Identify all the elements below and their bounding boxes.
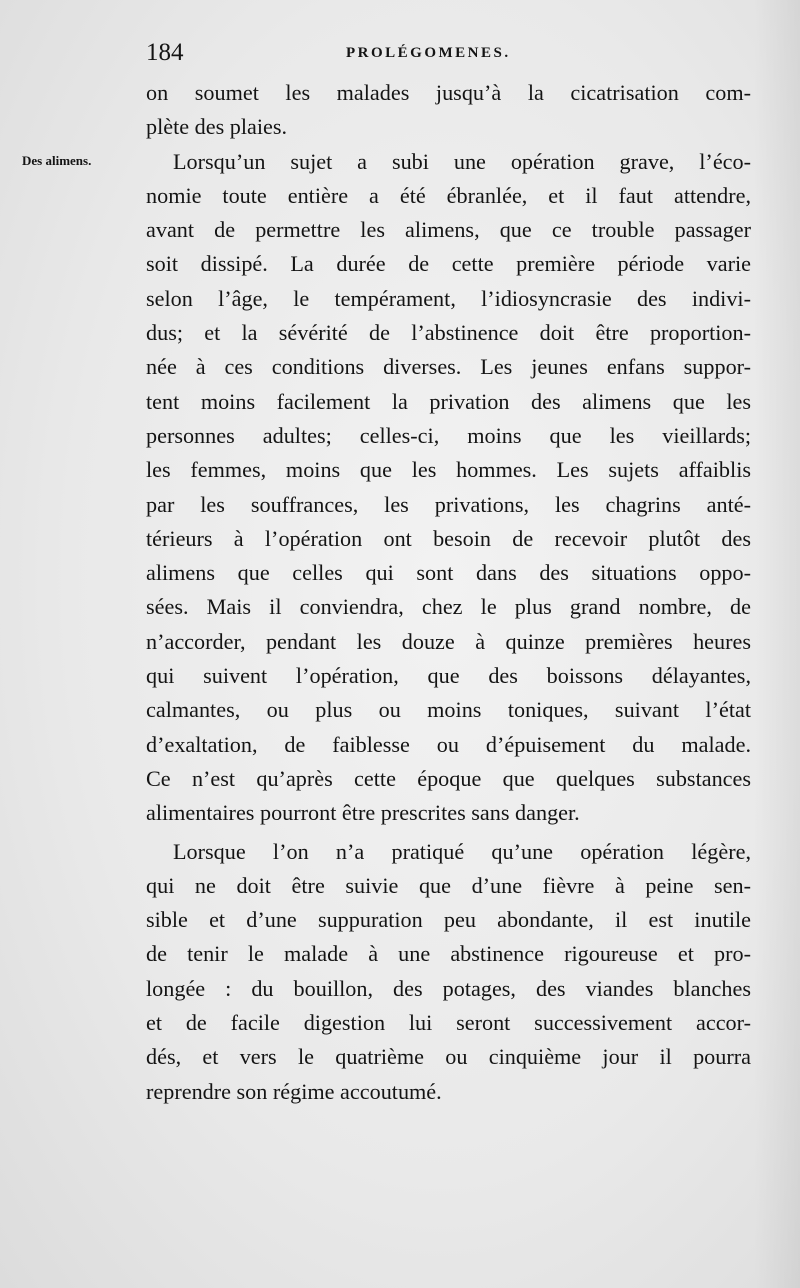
text-line: dus; et la sévérité de l’abstinence doit être proportion-: [146, 320, 751, 346]
text-line: d’exaltation, de faiblesse ou d’épuisement du malade.: [146, 731, 751, 757]
text-line: longée : du bouillon, des potages, des viandes blanches: [146, 975, 751, 1001]
text-line: qui ne doit être suivie que d’une fièvre à peine sen-: [146, 872, 751, 898]
text-line: de tenir le malade à une abstinence rigoureuse et pro-: [146, 941, 751, 967]
text-line: alimentaires pourront être prescrites sans danger.: [146, 800, 580, 826]
body-text: [146, 76, 751, 1109]
text-line: sées. Mais il conviendra, chez le plus grand nombre, de: [146, 594, 751, 620]
text-line: reprendre son régime accoutumé.: [146, 1078, 442, 1104]
text-line: les femmes, moins que les hommes. Les sujets affaiblis: [146, 457, 751, 483]
text-line: térieurs à l’opération ont besoin de recevoir plutôt des: [146, 525, 751, 551]
text-line: qui suivent l’opération, que des boissons délayantes,: [146, 663, 751, 689]
text-line: nomie toute entière a été ébranlée, et il faut attendre,: [146, 182, 751, 208]
text-line: n’accorder, pendant les douze à quinze premières heures: [146, 628, 751, 654]
paragraph-3: [146, 835, 751, 1109]
text-line: dés, et vers le quatrième ou cinquième jour il pourra: [146, 1044, 751, 1070]
text-line: née à ces conditions diverses. Les jeunes enfans suppor-: [146, 354, 751, 380]
text-line: calmantes, ou plus ou moins toniques, suivant l’état: [146, 697, 751, 723]
page-number: 184: [146, 39, 184, 66]
page-header: [146, 36, 746, 70]
text-line: personnes adultes; celles-ci, moins que les vieillards;: [146, 422, 751, 448]
text-line: Lorsqu’un sujet a subi une opération grave, l’éco-: [173, 148, 751, 174]
text-line: avant de permettre les alimens, que ce trouble passager: [146, 217, 751, 243]
text-line: et de facile digestion lui seront successivement accor-: [146, 1010, 751, 1036]
paragraph-2: [146, 145, 751, 831]
text-line: on soumet les malades jusqu’à la cicatrisation com-: [146, 80, 751, 105]
running-head: PROLÉGOMENES.: [346, 45, 511, 61]
text-line: plète des plaies.: [146, 114, 288, 140]
text-line: alimens que celles qui sont dans des situations oppo-: [146, 560, 751, 586]
page-edge-shadow: [754, 0, 800, 1288]
text-line: soit dissipé. La durée de cette première période varie: [146, 251, 751, 277]
text-line: tent moins facilement la privation des alimens que les: [146, 388, 751, 414]
text-line: selon l’âge, le tempérament, l’idiosyncrasie des indivi-: [146, 285, 751, 311]
text-line: Lorsque l’on n’a pratiqué qu’une opération légère,: [173, 838, 751, 864]
text-line: par les souffrances, les privations, les chagrins anté-: [146, 491, 751, 517]
margin-note: Des alimens.: [22, 153, 92, 168]
paragraph-1: [146, 76, 751, 145]
text-line: Ce n’est qu’après cette époque que quelques substances: [146, 765, 751, 791]
text-line: sible et d’une suppuration peu abondante, il est inutile: [146, 907, 751, 933]
